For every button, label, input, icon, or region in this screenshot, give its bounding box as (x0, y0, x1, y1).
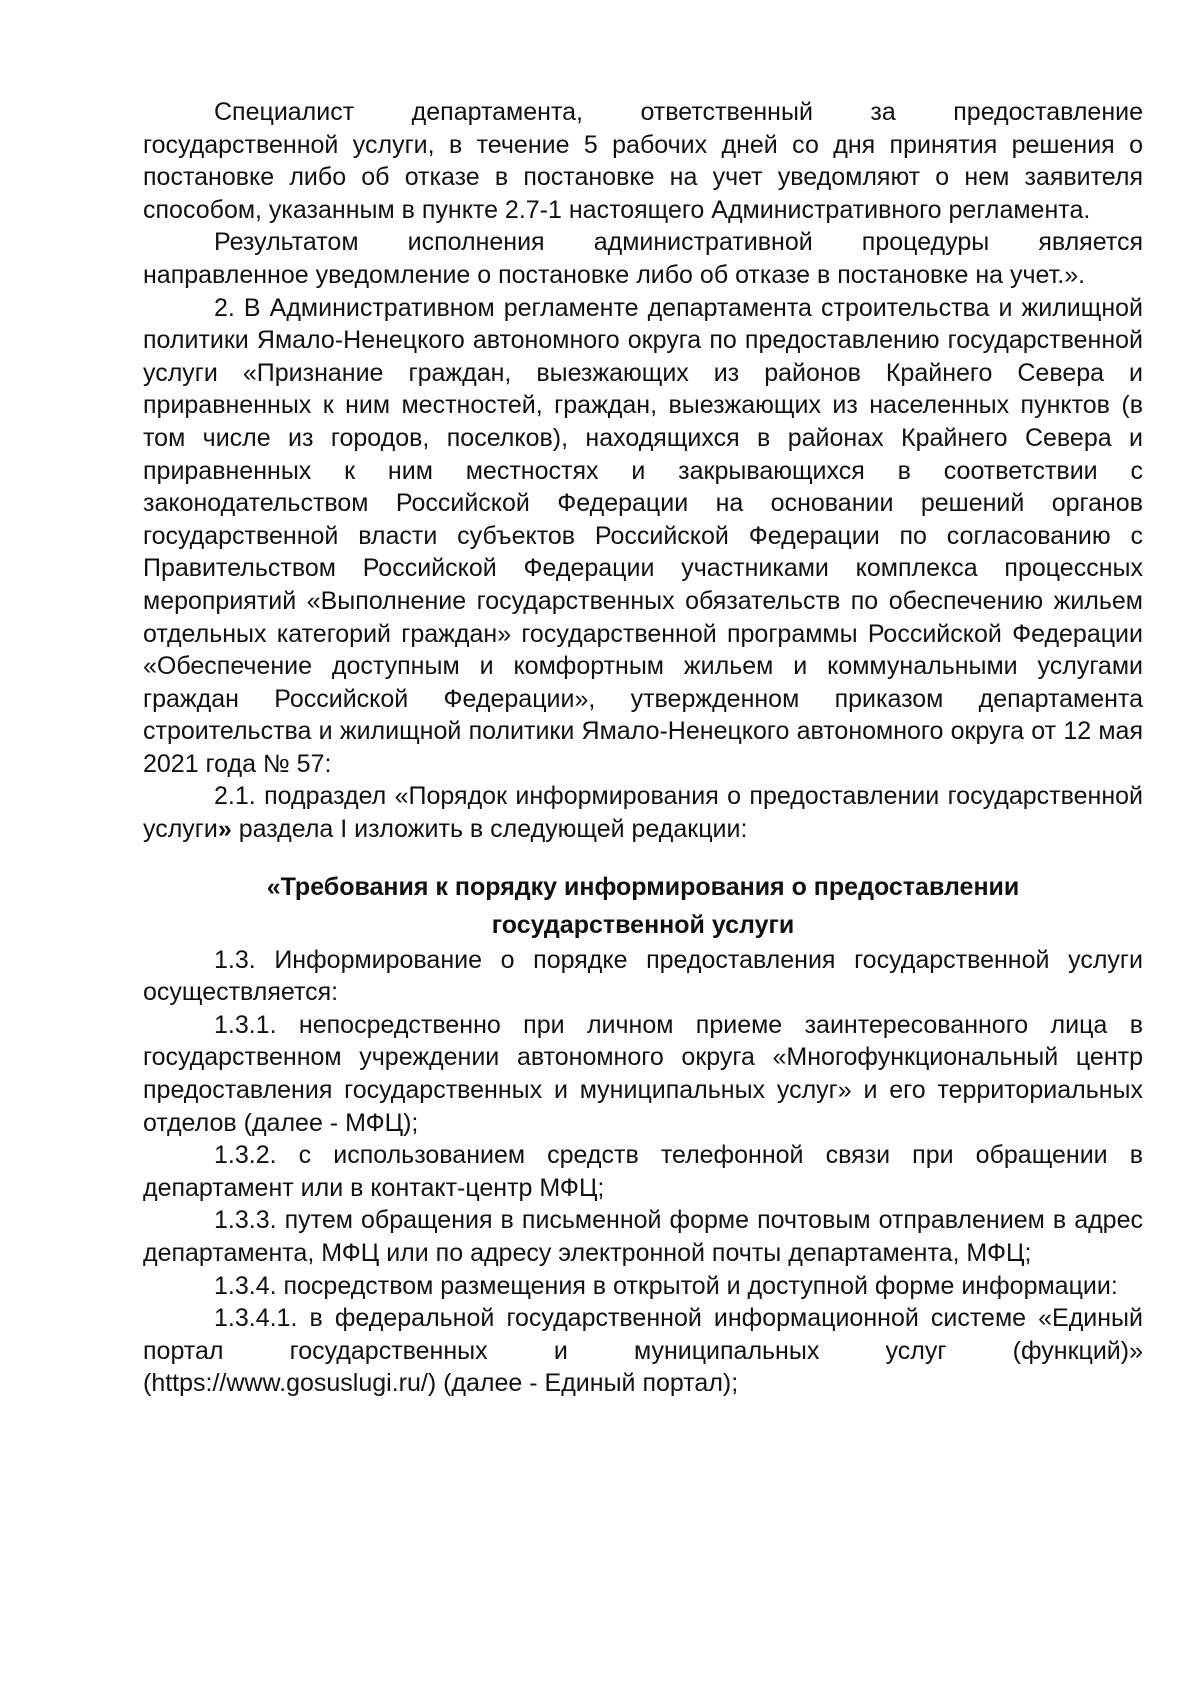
paragraph-item-2-1-text: 2.1. подраздел «Порядок информирования о предоставлении государственной услуги (143, 782, 1143, 844)
paragraph-1-3-4-1: 1.3.4.1. в федеральной государственной информационной системе «Единый портал государственных и муниципальных услуг (функций)» (https://www.gosuslugi.ru/) (далее - Единый портал); (143, 1304, 1143, 1398)
paragraph-1-3: 1.3. Информирование о порядке предоставления государственной услуги осуществляется: (143, 945, 1143, 1007)
bold-quote-mark: » (217, 815, 232, 844)
paragraph-item-2-1-tail: раздела I изложить в следующей редакции: (231, 815, 748, 844)
paragraph-result: Результатом исполнения административной процедуры является направленное уведомление о постановке либо об отказе в постановке на учет.». (143, 228, 1143, 289)
paragraph-1-3-1: 1.3.1. непосредственно при личном приеме заинтересованного лица в государственном учреждении автономного округа «Многофункциональный центр предоставления государственных и муниципальных услуг» и его территориальных отделов (далее - МФЦ); (143, 1010, 1143, 1137)
paragraph-notification: Специалист департамента, ответственный за предоставление государственной услуги, в течение 5 рабочих дней со дня принятия решения о постановке либо об отказе в постановке на учет уведомляют о нем заявителя способом, указанным в пункте 2.7-1 настоящего Административного регламента. (143, 98, 1143, 224)
document-body (143, 96, 1143, 1400)
paragraph-1-3-2: 1.3.2. с использованием средств телефонной связи при обращении в департамент или в контакт-центр МФЦ; (143, 1141, 1143, 1202)
paragraph-1-3-4: 1.3.4. посредством размещения в открытой и доступной форме информации: (214, 1271, 1118, 1300)
paragraph-1-3-3: 1.3.3. путем обращения в письменной форме почтовым отправлением в адрес департамента, МФЦ или по адресу электронной почты департамента, МФЦ; (143, 1206, 1143, 1267)
section-heading (143, 868, 1143, 944)
section-heading-line-2: государственной услуги (491, 910, 795, 939)
paragraph-item-2: 2. В Административном регламенте департамента строительства и жилищной политики Ямало-Ненецкого автономного округа по предоставлению государственной услуги «Признание граждан, выезжающих из районов Крайнего Севера и приравненных к ним местностей, граждан, выезжающих из населенных пунктов (в том числе из городов, поселков), находящихся в районах Крайнего Севера и приравненных к ним местностях и закрывающихся в соответствии с законодательством Российской Федерации на основании решений органов государственной власти субъектов Российской Федерации по согласованию с Правительством Российской Федерации участниками комплекса процессных мероприятий «Выполнение государственных обязательств по обеспечению жильем отдельных категорий граждан» государственной программы Российской Федерации «Обеспечение доступным и комфортным жильем и коммунальными услугами граждан Российской Федерации», утвержденном приказом департамента строительства и жилищной политики Ямало-Ненецкого автономного округа от 12 мая 2021 года № 57: (143, 293, 1143, 778)
paragraph-item-2-1 (143, 780, 1143, 845)
section-heading-line-1: «Требования к порядку информирования о предоставлении (266, 872, 1020, 901)
